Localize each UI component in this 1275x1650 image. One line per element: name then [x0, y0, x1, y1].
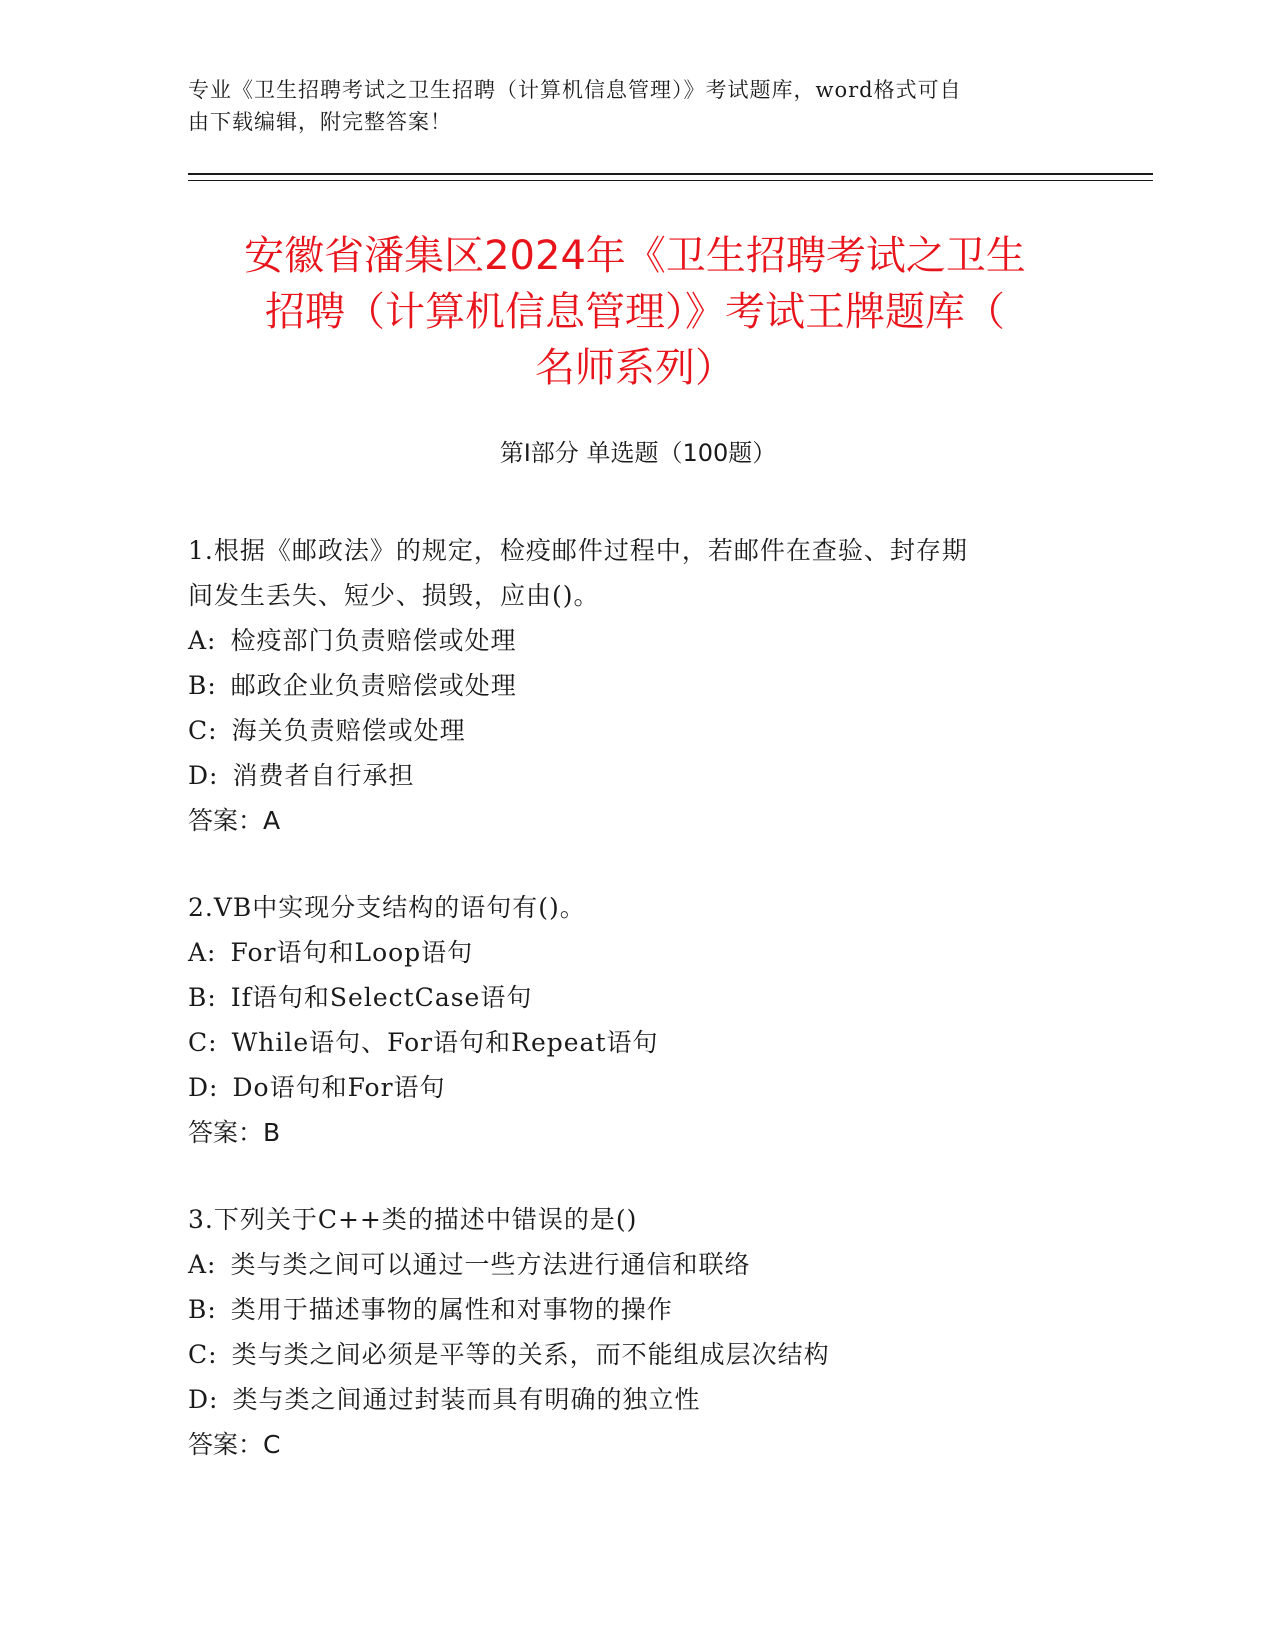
option-text: 消费者自行承担 [232, 761, 415, 790]
question-stem: 2.VB中实现分支结构的语句有()。 [188, 893, 586, 922]
option-b [188, 975, 1088, 1020]
option-text: While语句、For语句和Repeat语句 [231, 1028, 659, 1057]
option-c [188, 1332, 1088, 1377]
option-text: 类用于描述事物的属性和对事物的操作 [230, 1295, 673, 1324]
option-text: Do语句和For语句 [232, 1073, 446, 1102]
question-stem: 3.下列关于C++类的描述中错误的是() [188, 1205, 638, 1234]
question-stem: 1.根据《邮政法》的规定，检疫邮件过程中，若邮件在查验、封存期 [188, 536, 968, 565]
answer-value: B [263, 1118, 281, 1147]
title-line: 招聘（计算机信息管理）》考试王牌题库（ [265, 289, 1005, 335]
question-item [188, 885, 1088, 1155]
option-c [188, 708, 1088, 753]
option-text: If语句和SelectCase语句 [230, 983, 533, 1012]
option-letter: C: [188, 1340, 218, 1369]
option-text: 海关负责赔偿或处理 [231, 716, 466, 745]
option-d [188, 1377, 1088, 1422]
option-letter: A: [188, 626, 217, 655]
header-divider-thin [188, 180, 1153, 181]
option-text: 检疫部门负责赔偿或处理 [230, 626, 517, 655]
answer-line [188, 798, 1088, 843]
header-divider [188, 173, 1153, 175]
document-title [170, 228, 1100, 396]
option-d [188, 753, 1088, 798]
question-item [188, 528, 1088, 843]
answer-prefix: 答案： [188, 1118, 264, 1147]
answer-value: C [263, 1430, 281, 1459]
option-text: 类与类之间通过封装而具有明确的独立性 [232, 1385, 701, 1414]
title-line: 安徽省潘集区2024年《卫生招聘考试之卫生 [244, 233, 1026, 279]
answer-line [188, 1422, 1088, 1467]
option-letter: D: [188, 1073, 219, 1102]
option-text: 邮政企业负责赔偿或处理 [230, 671, 517, 700]
answer-value: A [263, 806, 281, 835]
option-letter: A: [188, 938, 217, 967]
option-text: For语句和Loop语句 [230, 938, 474, 967]
option-text: 类与类之间必须是平等的关系，而不能组成层次结构 [231, 1340, 830, 1369]
question-item [188, 1197, 1088, 1467]
option-d [188, 1065, 1088, 1110]
option-letter: A: [188, 1250, 217, 1279]
option-letter: B: [188, 671, 217, 700]
option-letter: D: [188, 1385, 219, 1414]
question-list [188, 528, 1088, 1509]
option-letter: B: [188, 1295, 217, 1324]
answer-prefix: 答案： [188, 1430, 264, 1459]
option-letter: C: [188, 716, 218, 745]
option-a [188, 1242, 1088, 1287]
option-text: 类与类之间可以通过一些方法进行通信和联络 [230, 1250, 751, 1279]
option-b [188, 1287, 1088, 1332]
option-letter: B: [188, 983, 217, 1012]
option-a [188, 618, 1088, 663]
header-note [188, 74, 1088, 138]
option-letter: C: [188, 1028, 218, 1057]
answer-line [188, 1110, 1088, 1155]
title-line: 名师系列） [535, 345, 735, 391]
option-a [188, 930, 1088, 975]
option-b [188, 663, 1088, 708]
header-note-line: 专业《卫生招聘考试之卫生招聘（计算机信息管理）》考试题库，word格式可自 [188, 78, 962, 102]
header-note-line: 由下载编辑，附完整答案！ [188, 110, 452, 134]
section-heading: 第I部分 单选题（100题） [499, 439, 777, 467]
answer-prefix: 答案： [188, 806, 264, 835]
option-c [188, 1020, 1088, 1065]
option-letter: D: [188, 761, 219, 790]
question-stem: 间发生丢失、短少、损毁，应由()。 [188, 581, 600, 610]
